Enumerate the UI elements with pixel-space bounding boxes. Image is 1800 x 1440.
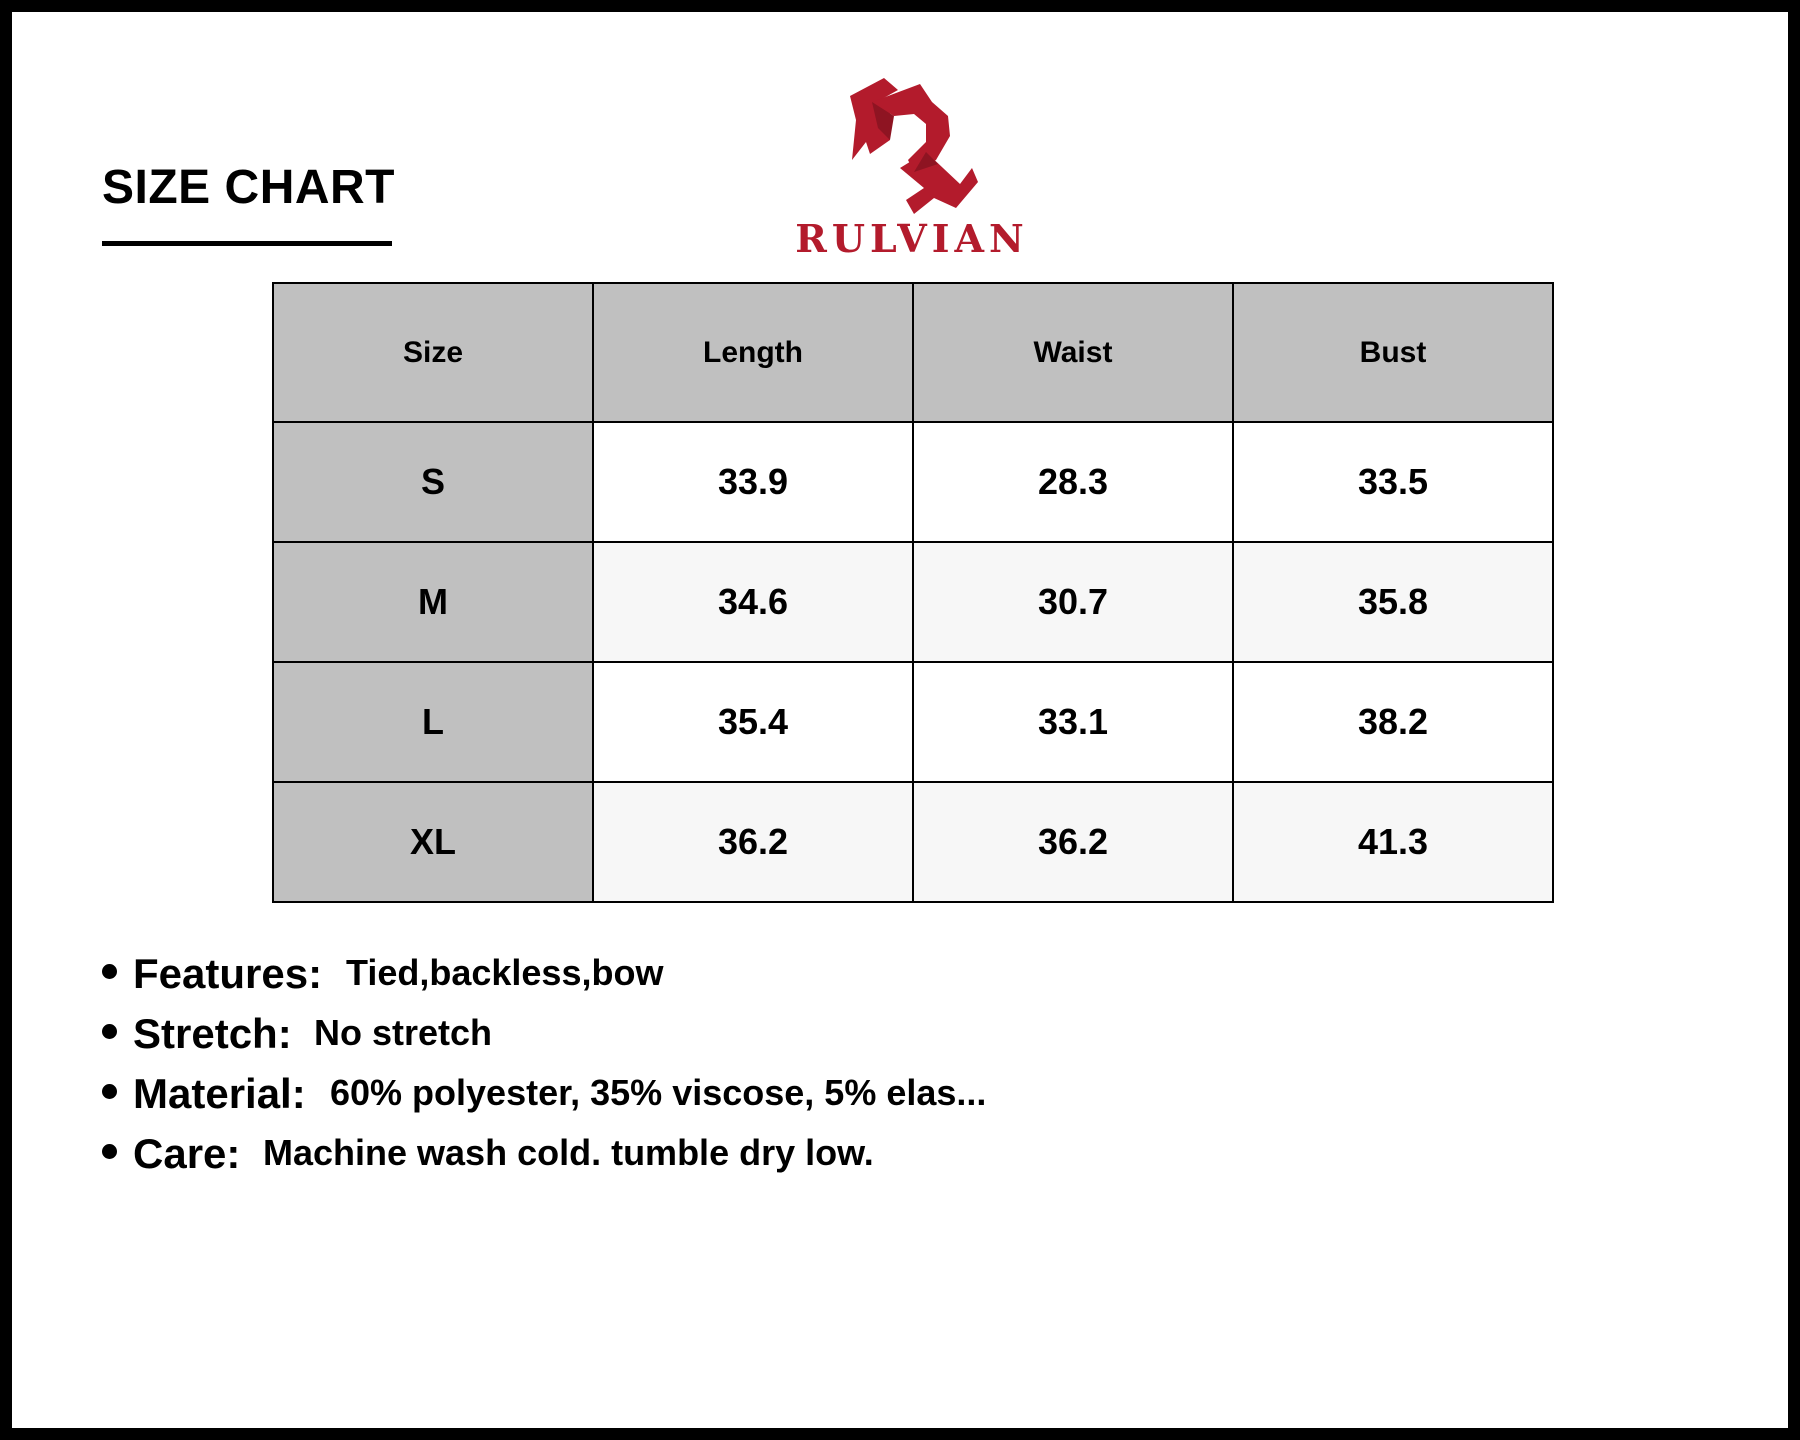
spec-label: Care:: [133, 1130, 241, 1177]
waist-cell: 36.2: [913, 782, 1233, 902]
size-cell: XL: [273, 782, 593, 902]
waist-cell: 28.3: [913, 422, 1233, 542]
bust-cell: 35.8: [1233, 542, 1553, 662]
size-cell: M: [273, 542, 593, 662]
bust-cell: 33.5: [1233, 422, 1553, 542]
bullet-icon: [102, 1084, 117, 1099]
bullet-icon: [102, 964, 117, 979]
title-underline: [102, 241, 392, 246]
size-cell: L: [273, 662, 593, 782]
table-header-row: [273, 283, 1553, 422]
page-title: SIZE CHART: [102, 161, 395, 214]
spec-value: No stretch: [314, 1012, 493, 1053]
length-cell: 35.4: [593, 662, 913, 782]
table-row: [273, 542, 1553, 662]
bust-cell: 41.3: [1233, 782, 1553, 902]
bullet-icon: [102, 1144, 117, 1159]
size-cell: S: [273, 422, 593, 542]
table-row: [273, 782, 1553, 902]
brand-name: RULVIAN: [795, 216, 1029, 261]
spec-label: Stretch:: [133, 1010, 292, 1057]
table-row: [273, 662, 1553, 782]
column-header: Waist: [913, 283, 1233, 422]
spec-value: 60% polyester, 35% viscose, 5% elas...: [330, 1072, 987, 1113]
length-cell: 33.9: [593, 422, 913, 542]
size-table: [272, 282, 1554, 903]
spec-value: Tied,backless,bow: [346, 952, 664, 993]
length-cell: 34.6: [593, 542, 913, 662]
bullet-icon: [102, 1024, 117, 1039]
r-logo-icon: [842, 76, 982, 216]
column-header: Size: [273, 283, 593, 422]
spec-label: Features:: [133, 950, 323, 997]
table-row: [273, 422, 1553, 542]
column-header: Bust: [1233, 283, 1553, 422]
waist-cell: 33.1: [913, 662, 1233, 782]
waist-cell: 30.7: [913, 542, 1233, 662]
length-cell: 36.2: [593, 782, 913, 902]
bust-cell: 38.2: [1233, 662, 1553, 782]
spec-value: Machine wash cold. tumble dry low.: [263, 1132, 874, 1173]
spec-label: Material:: [133, 1070, 306, 1117]
column-header: Length: [593, 283, 913, 422]
